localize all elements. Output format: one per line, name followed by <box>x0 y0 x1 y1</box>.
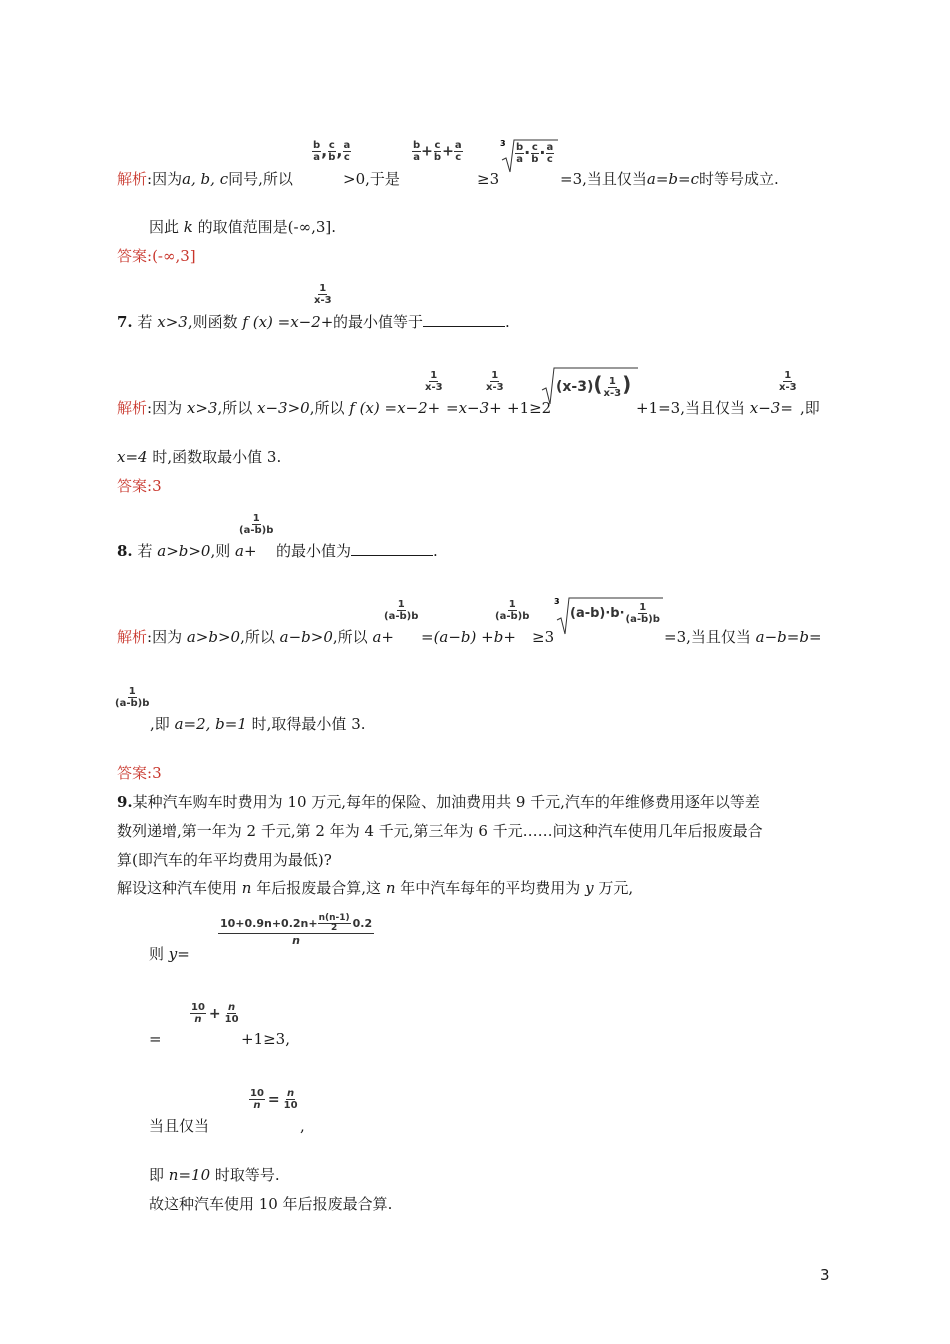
question-9-line-3: 算(即汽车的年平均费用为最低)? <box>117 851 332 869</box>
answer-blank[interactable] <box>423 312 505 327</box>
q9-plus-one: +1≥3, <box>241 1030 290 1048</box>
question-7: 7. 若 x>3,则函数 f (x) =x−2+ <box>117 313 334 331</box>
conclusion-line: 因此 k 的取值范围是(-∞,3]. <box>149 218 337 236</box>
solution-line-q8: 解析:因为 a>b>0,所以 a−b>0,所以 a+ <box>117 628 394 646</box>
question-8-tail: 的最小值为 . <box>276 542 438 560</box>
solution-line-q8-d: =3,当且仅当 a−b=b= <box>664 628 822 646</box>
solution-label: 解析 <box>117 399 148 417</box>
q9-final-line: 故这种汽车使用 10 年后报废最合算. <box>149 1195 393 1213</box>
answer-line-q7: 答案:3 <box>117 477 162 495</box>
q9-iff-line: 即 n=10 时取等号. <box>149 1166 280 1184</box>
solution-line-block6-b: >0,于是 <box>343 170 400 188</box>
solution-label: 解析 <box>117 170 148 188</box>
q7-sol-frac-3: $\frac{1}{x-3}$ <box>779 370 797 393</box>
svg-text:3: 3 <box>554 597 560 606</box>
answer-line-q8: 答案:3 <box>117 764 162 782</box>
answer-label: 答案 <box>117 247 148 265</box>
solution-line-q8-2: ,即 a=2, b=1 时,取得最小值 3. <box>150 715 366 733</box>
answer-label: 答案 <box>117 477 148 495</box>
abc-fraction-sum: $\frac{b}{a}$ + $\frac{c}{b}$ + $\frac{a}{c}$ <box>413 140 462 163</box>
answer-blank[interactable] <box>351 541 433 556</box>
q8-sol-frac-1: $\frac{1}{(a-b)b}$ <box>384 599 419 622</box>
solution-line-block6-d: =3,当且仅当a=b=c时等号成立. <box>560 170 779 188</box>
solution-line-q7-c: +1≥2 <box>507 399 552 417</box>
solution-line-q7-2: x=4 时,函数取最小值 3. <box>117 448 282 466</box>
q9-then-line: 则 y= <box>149 945 190 963</box>
q9-equals-line: = <box>149 1030 162 1048</box>
solution-label: 解析 <box>117 628 148 646</box>
q8-sol-frac-2: $\frac{1}{(a-b)b}$ <box>495 599 530 622</box>
q8-cube-root-content: (a-b)·b· $\frac{1}{(a-b)b}$ <box>570 602 660 625</box>
q9-when-comma: , <box>300 1117 305 1135</box>
solution-line-q7-e: ,即 <box>800 399 820 417</box>
q9-when-line: 当且仅当 <box>149 1117 210 1135</box>
solution-line-q7: 解析:因为 x>3,所以 x−3>0,所以 f (x) =x−2+ <box>117 399 441 417</box>
question-9-line-1: 9.某种汽车购车时费用为 10 万元,每年的保险、加油费用共 9 千元,汽车的年维修费用逐年以等差 <box>117 793 760 811</box>
q9-sum-fractions: $\frac{10}{n}$ + $\frac{n}{10}$ <box>191 1002 239 1025</box>
solution-line-q7-b: =x−3+ <box>446 399 502 417</box>
solution-line-q8-b: =(a−b) +b+ <box>421 628 516 646</box>
solution-line-q8-c: ≥3 <box>532 628 555 646</box>
q9-solution-setup: 解设这种汽车使用 n 年后报废最合算,这 n 年中汽车每年的平均费用为 y 万元, <box>117 879 634 897</box>
q9-big-fraction: 10+0.9n+0.2n+ $\frac{n(n-1)}{2}$ 0.2 n <box>220 913 373 947</box>
solution-line-q7-d: +1=3,当且仅当 x−3= <box>636 399 793 417</box>
q7-sol-frac-1: $\frac{1}{x-3}$ <box>425 370 443 393</box>
q8-fraction: $\frac{1}{(a-b)b}$ <box>239 513 274 536</box>
answer-line-block6: 答案:(-∞,3] <box>117 247 196 265</box>
q7-sol-frac-2: $\frac{1}{x-3}$ <box>486 370 504 393</box>
q9-equality-fractions: $\frac{10}{n}$ = $\frac{n}{10}$ <box>250 1088 298 1111</box>
svg-text:3: 3 <box>500 139 506 148</box>
question-7-tail: 的最小值等于 . <box>333 313 510 331</box>
q8-sol-frac-3: $\frac{1}{(a-b)b}$ <box>115 686 150 709</box>
solution-line-block6: 解析:因为a, b, c同号,所以 <box>117 170 293 188</box>
solution-line-block6-c: ≥3 <box>477 170 500 188</box>
answer-label: 答案 <box>117 764 148 782</box>
page-number: 3 <box>820 1266 830 1284</box>
cube-root-content-abc: $\frac{b}{a}$ · $\frac{c}{b}$ · $\frac{a}{c}$ <box>516 142 554 165</box>
q7-sqrt-content: (x-3)( $\frac{1}{x-3}$ ) <box>556 372 632 399</box>
abc-fraction-list: $\frac{b}{a}$ , $\frac{c}{b}$ , $\frac{a}{c}$ <box>313 140 351 163</box>
question-8: 8. 若 a>b>0,则 a+ <box>117 542 257 560</box>
q7-fraction: $\frac{1}{x-3}$ <box>314 283 332 306</box>
question-9-line-2: 数列递增,第一年为 2 千元,第 2 年为 4 千元,第三年为 6 千元……问这种汽车使用几年后报废最合 <box>117 822 763 840</box>
